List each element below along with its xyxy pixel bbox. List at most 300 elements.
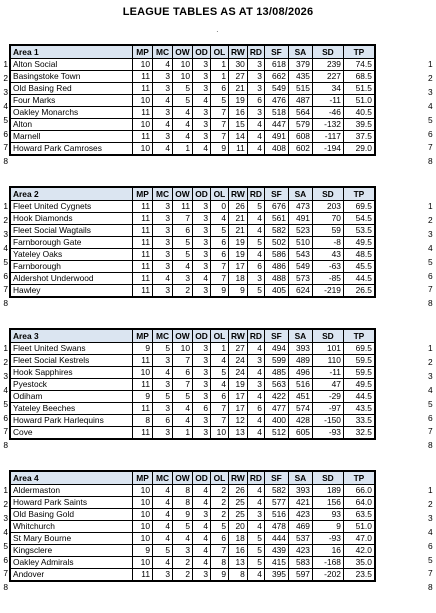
- cell-mp: 11: [133, 237, 153, 249]
- area-1-table: [9, 44, 376, 156]
- cell-ow: 4: [173, 403, 193, 415]
- table-row: [10, 225, 375, 237]
- row-position-left: 6: [3, 554, 8, 565]
- row-position-right: 7: [428, 142, 433, 153]
- table-row: [10, 569, 375, 582]
- team-name: Howard Park Camroses: [10, 143, 133, 156]
- cell-rd: 4: [247, 521, 264, 533]
- cell-sf: 563: [264, 379, 288, 391]
- cell-sf: 494: [264, 343, 288, 355]
- table-row: [10, 355, 375, 367]
- cell-rd: 4: [247, 415, 264, 427]
- table-row: [10, 107, 375, 119]
- cell-sa: 496: [288, 367, 312, 379]
- row-position-left: 3: [3, 370, 8, 381]
- cell-mc: 3: [153, 569, 173, 582]
- table-row: [10, 201, 375, 213]
- cell-sa: 379: [288, 59, 312, 71]
- team-name: Pyestock: [10, 379, 133, 391]
- column-header-sa: SA: [288, 471, 312, 485]
- cell-sf: 395: [264, 569, 288, 582]
- table-row: [10, 119, 375, 131]
- table-row: [10, 59, 375, 71]
- column-header-mc: MC: [153, 329, 173, 343]
- table-row: [10, 237, 375, 249]
- table-row: [10, 415, 375, 427]
- cell-rw: 27: [229, 343, 248, 355]
- cell-od: 4: [193, 95, 211, 107]
- column-header-ow: OW: [173, 329, 193, 343]
- cell-mc: 4: [153, 119, 173, 131]
- cell-sd: -219: [312, 285, 343, 298]
- cell-rw: 11: [229, 143, 248, 156]
- row-position-right: 3: [428, 512, 433, 523]
- row-position-left: 1: [3, 343, 8, 353]
- cell-od: 3: [193, 343, 211, 355]
- cell-mp: 11: [133, 213, 153, 225]
- table-row: [10, 249, 375, 261]
- cell-rd: 4: [247, 143, 264, 156]
- cell-ow: 11: [173, 201, 193, 213]
- team-name: Yateley Beeches: [10, 403, 133, 415]
- cell-mc: 4: [153, 521, 173, 533]
- cell-mc: 3: [153, 107, 173, 119]
- cell-sf: 577: [264, 497, 288, 509]
- cell-mp: 9: [133, 545, 153, 557]
- table-row: [10, 143, 375, 156]
- column-header-sf: SF: [264, 45, 288, 59]
- cell-ow: 1: [173, 143, 193, 156]
- column-header-rw: RW: [229, 471, 248, 485]
- column-header-sa: SA: [288, 329, 312, 343]
- cell-sa: 489: [288, 355, 312, 367]
- table-row: [10, 533, 375, 545]
- cell-mc: 5: [153, 343, 173, 355]
- cell-rd: 6: [247, 403, 264, 415]
- row-position-right: 1: [428, 59, 433, 69]
- team-name: Aldermaston: [10, 485, 133, 497]
- cell-mc: 4: [153, 533, 173, 545]
- cell-tp: 23.5: [343, 569, 375, 582]
- cell-mp: 11: [133, 273, 153, 285]
- cell-sf: 549: [264, 83, 288, 95]
- row-position-left: 6: [3, 128, 8, 139]
- area-2-table: [9, 186, 376, 298]
- row-position-left: 1: [3, 201, 8, 211]
- cell-rd: 3: [247, 59, 264, 71]
- cell-rd: 4: [247, 343, 264, 355]
- cell-rw: 13: [229, 427, 248, 440]
- column-header-tp: TP: [343, 45, 375, 59]
- column-header-od: OD: [193, 187, 211, 201]
- cell-ol: 1: [211, 59, 229, 71]
- cell-sd: -63: [312, 261, 343, 273]
- row-position-left: 3: [3, 512, 8, 523]
- cell-mp: 10: [133, 521, 153, 533]
- column-header-sd: SD: [312, 471, 343, 485]
- cell-ol: 5: [211, 95, 229, 107]
- cell-sd: 16: [312, 545, 343, 557]
- area-name: Area 1: [10, 45, 133, 59]
- cell-mp: 11: [133, 201, 153, 213]
- column-header-sf: SF: [264, 471, 288, 485]
- cell-ol: 6: [211, 237, 229, 249]
- cell-tp: 54.5: [343, 213, 375, 225]
- row-position-left: 5: [3, 540, 8, 551]
- cell-ol: 5: [211, 225, 229, 237]
- cell-rw: 17: [229, 391, 248, 403]
- column-header-sa: SA: [288, 45, 312, 59]
- cell-tp: 33.5: [343, 415, 375, 427]
- column-header-rd: RD: [247, 329, 264, 343]
- cell-mc: 3: [153, 83, 173, 95]
- column-header-sd: SD: [312, 329, 343, 343]
- cell-ol: 0: [211, 201, 229, 213]
- cell-tp: 45.5: [343, 261, 375, 273]
- cell-mc: 4: [153, 497, 173, 509]
- row-position-left: 2: [3, 72, 8, 83]
- cell-rd: 3: [247, 273, 264, 285]
- cell-sd: -85: [312, 273, 343, 285]
- cell-od: 3: [193, 569, 211, 582]
- cell-rd: 4: [247, 131, 264, 143]
- table-row: [10, 131, 375, 143]
- team-name: Hook Diamonds: [10, 213, 133, 225]
- table-header-row: [10, 187, 375, 201]
- cell-tp: 49.5: [343, 237, 375, 249]
- cell-tp: 47.0: [343, 533, 375, 545]
- row-position-left: 6: [3, 270, 8, 281]
- row-position-left: 7: [3, 426, 8, 437]
- team-name: Oakley Monarchs: [10, 107, 133, 119]
- cell-tp: 63.5: [343, 509, 375, 521]
- row-position-right: 1: [428, 201, 433, 211]
- cell-rd: 3: [247, 509, 264, 521]
- cell-ow: 3: [173, 545, 193, 557]
- row-position-right: 8: [428, 298, 433, 309]
- table-row: [10, 71, 375, 83]
- cell-od: 4: [193, 533, 211, 545]
- cell-sf: 476: [264, 95, 288, 107]
- cell-sa: 574: [288, 403, 312, 415]
- cell-sf: 599: [264, 355, 288, 367]
- table-row: [10, 497, 375, 509]
- cell-sa: 549: [288, 261, 312, 273]
- cell-sd: 239: [312, 59, 343, 71]
- stray-mark: ·: [216, 27, 219, 36]
- cell-rw: 9: [229, 285, 248, 298]
- team-name: Alton Social: [10, 59, 133, 71]
- team-name: Hawley: [10, 285, 133, 298]
- column-header-mc: MC: [153, 45, 173, 59]
- cell-rw: 13: [229, 557, 248, 569]
- row-position-left: 5: [3, 256, 8, 267]
- cell-rd: 5: [247, 237, 264, 249]
- cell-sd: 9: [312, 521, 343, 533]
- cell-tp: 69.5: [343, 201, 375, 213]
- row-position-right: 2: [428, 72, 433, 83]
- row-position-right: 8: [428, 582, 433, 593]
- cell-ow: 5: [173, 83, 193, 95]
- table-row: [10, 273, 375, 285]
- cell-od: 3: [193, 391, 211, 403]
- cell-sd: -11: [312, 95, 343, 107]
- row-position-left: 2: [3, 498, 8, 509]
- row-position-left: 4: [3, 100, 8, 111]
- cell-ow: 8: [173, 485, 193, 497]
- cell-tp: 32.5: [343, 427, 375, 440]
- cell-ow: 7: [173, 213, 193, 225]
- team-name: Aldershot Underwood: [10, 273, 133, 285]
- cell-sf: 502: [264, 237, 288, 249]
- cell-ol: 6: [211, 249, 229, 261]
- cell-mc: 3: [153, 403, 173, 415]
- team-name: Odiham: [10, 391, 133, 403]
- cell-sd: -93: [312, 427, 343, 440]
- cell-sa: 423: [288, 545, 312, 557]
- cell-rw: 18: [229, 533, 248, 545]
- cell-od: 3: [193, 509, 211, 521]
- cell-ow: 4: [173, 119, 193, 131]
- cell-ow: 10: [173, 71, 193, 83]
- cell-rw: 19: [229, 249, 248, 261]
- cell-ol: 5: [211, 521, 229, 533]
- row-position-right: 4: [428, 526, 433, 537]
- cell-od: 3: [193, 367, 211, 379]
- cell-sa: 510: [288, 237, 312, 249]
- row-position-right: 1: [428, 343, 433, 353]
- cell-ol: 1: [211, 71, 229, 83]
- column-header-tp: TP: [343, 471, 375, 485]
- cell-tp: 59.5: [343, 367, 375, 379]
- cell-sa: 564: [288, 107, 312, 119]
- cell-rd: 4: [247, 497, 264, 509]
- cell-ow: 4: [173, 107, 193, 119]
- cell-ol: 2: [211, 509, 229, 521]
- cell-sa: 537: [288, 533, 312, 545]
- team-name: Yateley Oaks: [10, 249, 133, 261]
- area-name: Area 2: [10, 187, 133, 201]
- team-name: Hook Sapphires: [10, 367, 133, 379]
- row-position-right: 2: [428, 356, 433, 367]
- cell-rd: 5: [247, 545, 264, 557]
- cell-sf: 447: [264, 119, 288, 131]
- cell-sd: 93: [312, 509, 343, 521]
- cell-mc: 4: [153, 509, 173, 521]
- table-header-row: [10, 45, 375, 59]
- row-position-right: 5: [428, 554, 433, 565]
- team-name: Fleet Social Wagtails: [10, 225, 133, 237]
- cell-sd: 189: [312, 485, 343, 497]
- cell-od: 3: [193, 119, 211, 131]
- column-header-tp: TP: [343, 329, 375, 343]
- cell-sa: 583: [288, 557, 312, 569]
- column-header-mc: MC: [153, 471, 173, 485]
- cell-rw: 18: [229, 273, 248, 285]
- cell-rw: 19: [229, 237, 248, 249]
- cell-od: 3: [193, 427, 211, 440]
- table-row: [10, 545, 375, 557]
- row-position-left: 8: [3, 298, 8, 309]
- cell-ol: 9: [211, 285, 229, 298]
- cell-mp: 10: [133, 509, 153, 521]
- cell-sd: -93: [312, 533, 343, 545]
- cell-sa: 435: [288, 71, 312, 83]
- row-position-right: 6: [428, 540, 433, 551]
- cell-od: 3: [193, 83, 211, 95]
- cell-rw: 24: [229, 355, 248, 367]
- cell-sd: -46: [312, 107, 343, 119]
- cell-ol: 7: [211, 273, 229, 285]
- table-row: [10, 391, 375, 403]
- row-position-right: 4: [428, 100, 433, 111]
- cell-sa: 608: [288, 131, 312, 143]
- team-name: Cove: [10, 427, 133, 440]
- column-header-od: OD: [193, 329, 211, 343]
- column-header-mp: MP: [133, 45, 153, 59]
- cell-ow: 6: [173, 225, 193, 237]
- cell-ol: 7: [211, 545, 229, 557]
- row-position-left: 1: [3, 59, 8, 69]
- cell-ol: 9: [211, 569, 229, 582]
- team-name: Kingsclere: [10, 545, 133, 557]
- cell-mc: 3: [153, 379, 173, 391]
- cell-ol: 5: [211, 367, 229, 379]
- cell-tp: 68.5: [343, 71, 375, 83]
- cell-sf: 439: [264, 545, 288, 557]
- cell-sd: 110: [312, 355, 343, 367]
- table-header-row: [10, 329, 375, 343]
- cell-sf: 478: [264, 521, 288, 533]
- cell-od: 4: [193, 521, 211, 533]
- cell-tp: 42.0: [343, 545, 375, 557]
- cell-ol: 10: [211, 427, 229, 440]
- cell-tp: 59.5: [343, 355, 375, 367]
- cell-mp: 11: [133, 403, 153, 415]
- cell-mp: 10: [133, 497, 153, 509]
- cell-od: 4: [193, 143, 211, 156]
- cell-od: 4: [193, 497, 211, 509]
- cell-tp: 51.0: [343, 95, 375, 107]
- column-header-ol: OL: [211, 329, 229, 343]
- cell-tp: 35.0: [343, 557, 375, 569]
- cell-od: 3: [193, 59, 211, 71]
- table-row: [10, 485, 375, 497]
- team-name: St Mary Bourne: [10, 533, 133, 545]
- cell-ow: 3: [173, 273, 193, 285]
- cell-sa: 428: [288, 415, 312, 427]
- cell-sf: 415: [264, 557, 288, 569]
- cell-rd: 4: [247, 391, 264, 403]
- row-position-left: 4: [3, 242, 8, 253]
- cell-ol: 4: [211, 213, 229, 225]
- cell-sa: 605: [288, 427, 312, 440]
- cell-rd: 4: [247, 249, 264, 261]
- cell-mc: 3: [153, 71, 173, 83]
- column-header-sd: SD: [312, 187, 343, 201]
- cell-sa: 523: [288, 225, 312, 237]
- cell-ow: 10: [173, 59, 193, 71]
- table-row: [10, 521, 375, 533]
- row-position-left: 8: [3, 156, 8, 167]
- cell-rd: 5: [247, 201, 264, 213]
- column-header-ol: OL: [211, 471, 229, 485]
- area-3-table: [9, 328, 376, 440]
- cell-sd: -132: [312, 119, 343, 131]
- row-position-left: 8: [3, 440, 8, 451]
- cell-sa: 487: [288, 95, 312, 107]
- cell-tp: 49.5: [343, 379, 375, 391]
- cell-sd: -11: [312, 367, 343, 379]
- cell-sf: 582: [264, 225, 288, 237]
- cell-ol: 9: [211, 143, 229, 156]
- column-header-mc: MC: [153, 187, 173, 201]
- cell-od: 3: [193, 237, 211, 249]
- cell-rd: 4: [247, 367, 264, 379]
- cell-sf: 405: [264, 285, 288, 298]
- cell-sa: 516: [288, 379, 312, 391]
- row-position-left: 1: [3, 485, 8, 495]
- cell-tp: 64.0: [343, 497, 375, 509]
- cell-ow: 10: [173, 343, 193, 355]
- table-row: [10, 379, 375, 391]
- cell-rw: 19: [229, 379, 248, 391]
- cell-mp: 11: [133, 71, 153, 83]
- row-position-right: 4: [428, 242, 433, 253]
- cell-ow: 2: [173, 557, 193, 569]
- column-header-rd: RD: [247, 471, 264, 485]
- column-header-rw: RW: [229, 187, 248, 201]
- cell-sf: 485: [264, 367, 288, 379]
- cell-od: 6: [193, 403, 211, 415]
- cell-rw: 16: [229, 107, 248, 119]
- cell-sf: 618: [264, 59, 288, 71]
- cell-ow: 8: [173, 497, 193, 509]
- cell-mp: 11: [133, 249, 153, 261]
- cell-od: 3: [193, 379, 211, 391]
- cell-mc: 3: [153, 225, 173, 237]
- table-row: [10, 285, 375, 298]
- row-position-left: 7: [3, 284, 8, 295]
- cell-rw: 21: [229, 83, 248, 95]
- cell-od: 3: [193, 71, 211, 83]
- cell-sd: 47: [312, 379, 343, 391]
- cell-tp: 66.0: [343, 485, 375, 497]
- team-name: Whitchurch: [10, 521, 133, 533]
- cell-od: 3: [193, 225, 211, 237]
- row-position-right: 7: [428, 568, 433, 579]
- cell-sf: 676: [264, 201, 288, 213]
- cell-rw: 15: [229, 119, 248, 131]
- cell-rd: 5: [247, 533, 264, 545]
- cell-mc: 3: [153, 427, 173, 440]
- cell-od: 4: [193, 485, 211, 497]
- cell-tp: 29.0: [343, 143, 375, 156]
- row-position-left: 7: [3, 568, 8, 579]
- cell-sa: 491: [288, 213, 312, 225]
- team-name: Howard Park Harlequins: [10, 415, 133, 427]
- cell-tp: 48.5: [343, 249, 375, 261]
- row-position-right: 5: [428, 256, 433, 267]
- cell-sf: 516: [264, 509, 288, 521]
- cell-rd: 4: [247, 569, 264, 582]
- cell-mp: 10: [133, 59, 153, 71]
- column-header-od: OD: [193, 45, 211, 59]
- row-position-left: 4: [3, 384, 8, 395]
- cell-tp: 44.5: [343, 273, 375, 285]
- cell-od: 3: [193, 261, 211, 273]
- cell-mp: 11: [133, 261, 153, 273]
